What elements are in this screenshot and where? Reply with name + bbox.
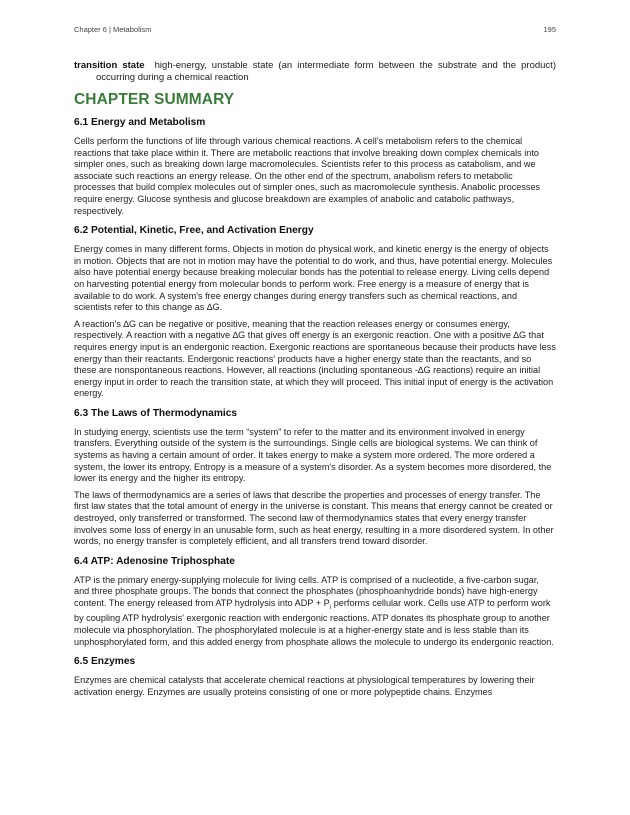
chapter-summary-title: CHAPTER SUMMARY bbox=[74, 91, 235, 108]
section-paragraph: The laws of thermodynamics are a series of laws that describe the properties and processes of energy transfer. The first law states that the total amount of energy in the universe is constant. This means that energy cannot be created or destroyed, only transferred or transformed. The second law of thermodynamics states that every energy transfer involves some loss of energy in an unusable form, such as heat energy, resulting in a more disordered system. In other words, no energy transfer is completely efficient, and all transfers trend toward disorder. bbox=[74, 489, 554, 547]
section-paragraph: A reaction's ∆G can be negative or positive, meaning that the reaction releases energy or consumes energy, respectively. A reaction with a negative ∆G that gives off energy is an exergonic reaction. One with a positive ∆G that requires energy input is an endergonic reaction. Exergonic reactions are spontaneous because their products have less energy than their reactants. Endergonic reactions' products have a higher energy state than the reactants, and so these are nonspontaneous reactions. However, all reactions (including spontaneous -∆G reactions) require an initial energy input in order to reach the transition state, at which they will proceed. This initial input of energy is the activation energy. bbox=[74, 318, 556, 399]
chapter-label: Chapter 6 | Metabolism bbox=[74, 25, 152, 34]
section-paragraph: Cells perform the functions of life through various chemical reactions. A cell’s metabolism refers to the chemical reactions that take place within it. There are metabolic reactions that involve breaking down complex chemicals into simpler ones, such as breaking down large macromolecules. Scientists refer to this process as catabolism, and we associate such reactions an energy release. On the other end of the spectrum, anabolism refers to metabolic processes that build complex molecules out of simpler ones, such as macromolecule synthesis. Anabolic processes require energy. Glucose synthesis and glucose breakdown are examples of anabolic and catabolic pathways, respectively. bbox=[74, 136, 541, 216]
page-number: 195 bbox=[543, 25, 556, 34]
running-header bbox=[74, 25, 556, 34]
section-atp bbox=[74, 556, 556, 648]
section-paragraph: In studying energy, scientists use the term “system” to refer to the matter and its environment involved in energy transfers. Everything outside of the system is the surroundings. Single cells are biological systems. We can think of systems as having a certain amount of order. It takes energy to make a system more ordered. The more ordered a system, the lower its entropy. Entropy is a measure of a system's disorder. As a system becomes more disordered, the lower its energy and the higher its entropy. bbox=[74, 426, 552, 484]
page-content bbox=[74, 60, 556, 706]
atp-text-part-1: ATP is the primary energy-supplying molecule for living cells. ATP is comprised of a nucleotide, a five-carbon sugar, and three phosphate groups. The bonds that connect the phosphates (phosphoanhydride bonds) have high-energy content. The energy released from ATP hydrolysis into ADP + P bbox=[74, 574, 539, 608]
section-thermodynamics bbox=[74, 408, 556, 548]
section-paragraph: Energy comes in many different forms. Objects in motion do physical work, and kinetic energy is the energy of objects in motion. Objects that are not in motion may have the potential to do work, and thus, have potential energy. Molecules also have potential energy because breaking molecular bonds has the potential to release energy. Living cells depend on harvesting potential energy from molecular bonds to perform work. Free energy is a measure of energy that is available to do work. A system's free energy changes during energy transfers such as chemical reactions, and scientists refer to this change as ∆G. bbox=[74, 244, 553, 313]
glossary-entry bbox=[74, 60, 556, 83]
section-heading: 6.3 The Laws of Thermodynamics bbox=[74, 407, 238, 419]
section-energy-metabolism bbox=[74, 117, 556, 217]
section-heading: 6.5 Enzymes bbox=[74, 656, 136, 668]
section-heading: 6.2 Potential, Kinetic, Free, and Activation Energy bbox=[74, 225, 314, 237]
section-heading: 6.4 ATP: Adenosine Triphosphate bbox=[74, 555, 235, 567]
section-heading: 6.1 Energy and Metabolism bbox=[74, 117, 206, 128]
section-paragraph bbox=[74, 575, 556, 648]
section-enzymes bbox=[74, 656, 556, 698]
section-energy-types bbox=[74, 225, 556, 400]
glossary-definition: high-energy, unstable state (an intermediate form between the substrate and the product) occurring during a chemical reaction bbox=[96, 60, 556, 83]
subscript-i: i bbox=[329, 603, 332, 611]
section-paragraph: Enzymes are chemical catalysts that accelerate chemical reactions at physiological temperatures by lowering their activation energy. Enzymes are usually proteins consisting of one or more polypeptide chains. Enzymes bbox=[74, 675, 535, 697]
glossary-term: transition state bbox=[74, 60, 145, 71]
atp-text-part-2: performs cellular work. Cells use ATP to perform work by coupling ATP hydrolysis' exergonic reaction with endergonic reactions. ATP donates its phosphate group to another molecule via phosphorylation. The phosphorylated molecule is at a higher-energy state and is less stable than its unphosphorylated form, and this added energy from phosphate allows the molecule to undergo its endergonic reaction. bbox=[74, 598, 554, 647]
